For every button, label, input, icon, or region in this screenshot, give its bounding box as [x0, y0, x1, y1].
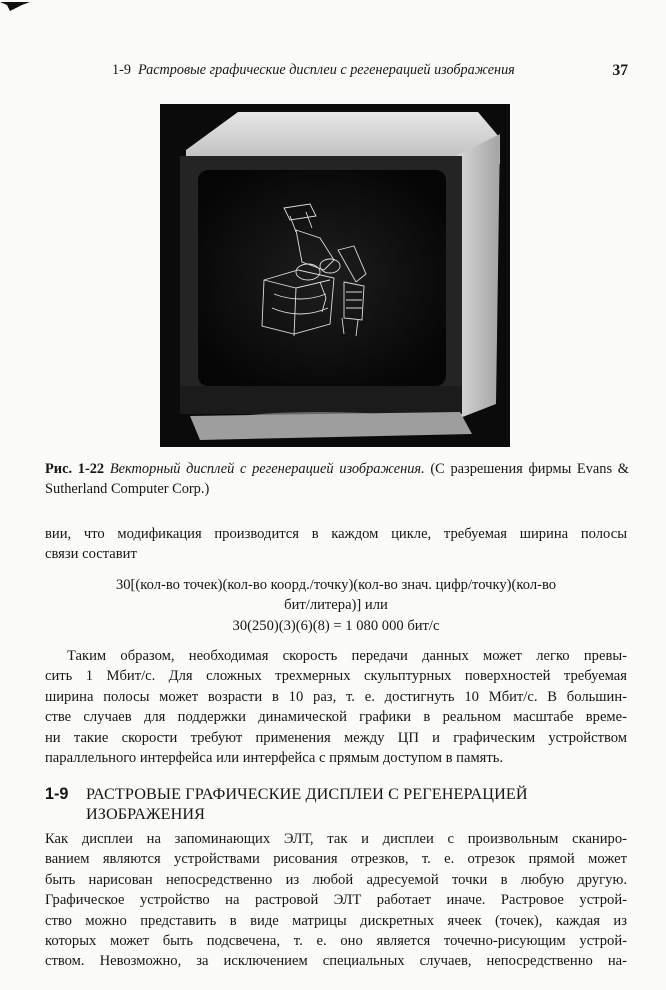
monitor-side	[456, 134, 500, 418]
caption-title: Векторный дисплей с регенерацией изображения.	[109, 461, 425, 477]
monitor-chin	[180, 386, 462, 414]
text-line: Графическое устройство на растровой ЭЛТ работает иначе. Растровое устрой-	[45, 892, 627, 909]
bandwidth-formula	[45, 575, 627, 636]
running-title-text: Растровые графические дисплеи с регенерацией изображения	[138, 62, 515, 78]
text-line: параллельного интерфейса или интерфейса с прямым доступом в память.	[45, 750, 504, 767]
text-line: которых может быть подсвечена, т. е. оно является точечно-рисующим устрой-	[45, 933, 627, 950]
section-title-line: РАСТРОВЫЕ ГРАФИЧЕСКИЕ ДИСПЛЕИ С РЕГЕНЕРАЦИЕЙ	[86, 785, 528, 803]
monitor-screen	[198, 170, 446, 386]
formula-line: 30[(кол-во точек)(кол-во коорд./точку)(кол-во знач. цифр/точку)(кол-во	[115, 577, 557, 593]
running-head	[112, 62, 630, 82]
paragraph-speed	[45, 646, 627, 768]
section-number: 1-9	[45, 785, 69, 803]
caption-credit: (С разрешения фирмы Evans & Sutherland Computer Corp.)	[45, 461, 629, 497]
formula-line: бит/литера)] или	[284, 597, 388, 614]
text-line: сить 1 Мбит/с. Для сложных трехмерных скульптурных поверхностей требуемая	[45, 668, 627, 685]
page-number: 37	[612, 62, 628, 79]
text-line: ни такие скорости требуют применения между ЦП и графическим устройством	[45, 729, 627, 746]
text-line: Таким образом, необходимая скорость передачи данных может легко превы-	[67, 648, 627, 664]
corner-mark	[0, 2, 30, 11]
text-line: вии, что модификация производится в каждом цикле, требуемая ширина полосы	[45, 526, 627, 542]
text-line: ванием являются устройствами рисования отрезков, т. е. отрезок прямой может	[45, 851, 627, 868]
running-section-ref: 1-9	[112, 62, 131, 78]
paragraph-continuation	[45, 524, 627, 565]
text-line: быть нарисован непосредственно из любой адресуемой точки в любую другую.	[45, 871, 627, 888]
running-title	[112, 62, 515, 79]
figure-caption	[45, 459, 629, 499]
figure-photo	[160, 104, 510, 447]
text-line: стве случаев для поддержки динамической графики в реальном масштабе време-	[45, 709, 627, 726]
paragraph-raster	[45, 829, 627, 972]
text-line: связи составит	[45, 546, 137, 563]
section-title-line: ИЗОБРАЖЕНИЯ	[86, 805, 206, 823]
text-line: ширина полосы может возрасти в 10 раз, т. е. достигнуть 10 Мбит/с. В большин-	[45, 688, 627, 705]
section-title	[86, 784, 528, 824]
text-line: Как дисплеи на запоминающих ЭЛТ, так и дисплеи с произвольным сканиро-	[45, 831, 627, 847]
text-line: ством. Невозможно, за исключением специальных случаев, непосредственно на-	[45, 953, 627, 970]
caption-label: Рис. 1-22	[45, 461, 105, 477]
text-line: ство можно представить в виде матрицы дискретных ячеек (точек), каждая из	[45, 912, 627, 929]
formula-result: 30(250)(3)(6)(8) = 1 080 000 бит/с	[232, 617, 440, 634]
